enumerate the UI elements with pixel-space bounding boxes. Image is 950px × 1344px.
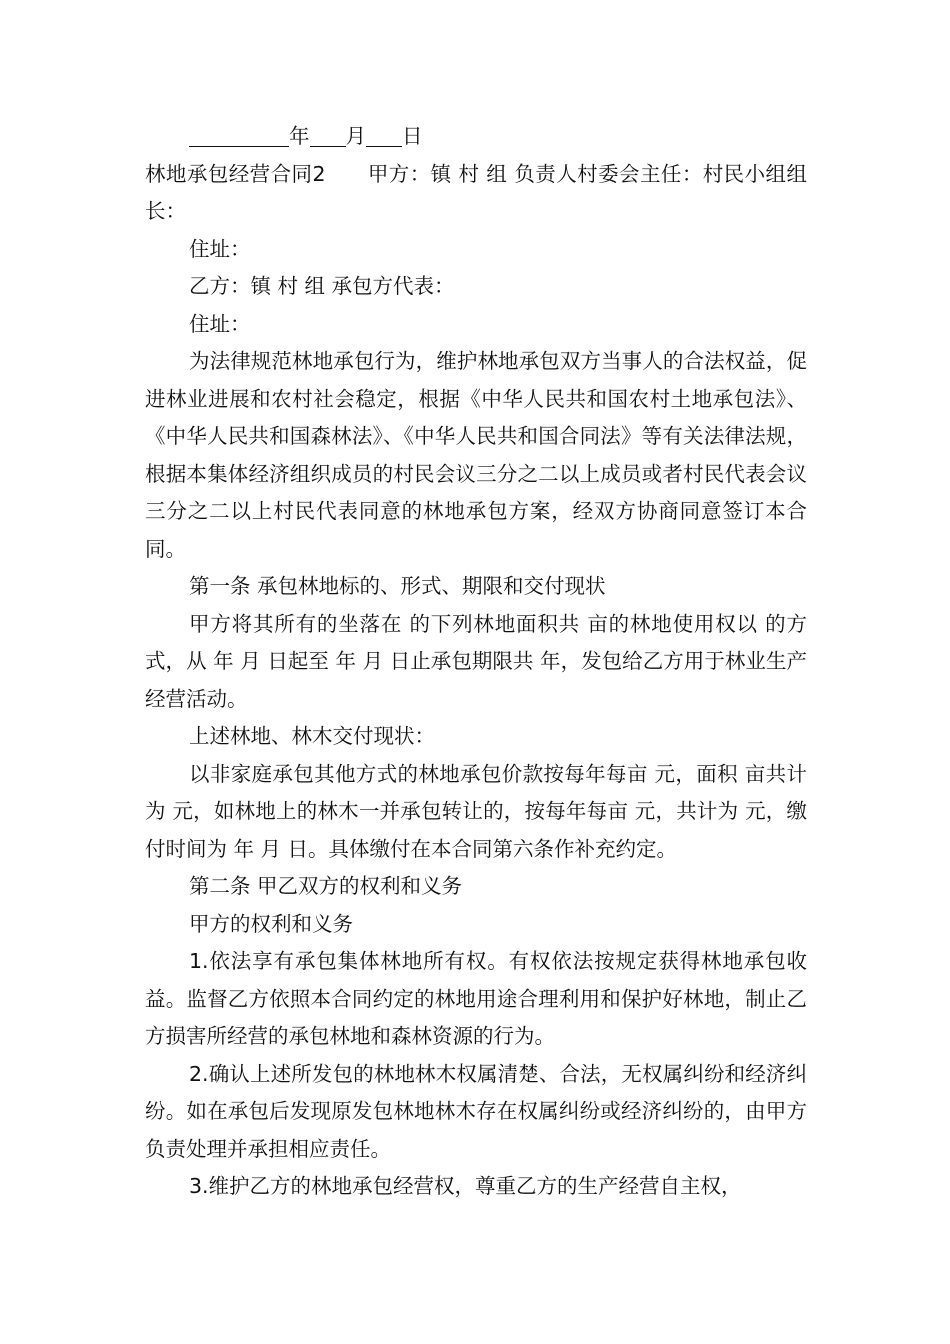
clause-1: 1.依法享有承包集体林地所有权。有权依法按规定获得林地承包收益。监督乙方依照本合同约定的林地用途合理利用和保护好林地，制止乙方损害所经营的承包林地和森林资源的行为。 <box>145 949 807 1048</box>
day-blank <box>366 122 402 147</box>
month-label: 月 <box>345 124 366 148</box>
party-a-address: 住址： <box>189 236 251 261</box>
party-b: 乙方：镇 村 组 承包方代表： <box>189 274 455 298</box>
year-label: 年 <box>289 124 310 148</box>
clause-2: 2.确认上述所发包的林地林木权属清楚、合法，无权属纠纷和经济纠纷。如在承包后发现原发包林地林木存在权属纠纷或经济纠纷的，由甲方负责处理并承担相应责任。 <box>145 1061 807 1161</box>
year-blank <box>189 122 289 147</box>
day-label: 日 <box>402 124 423 148</box>
date-line <box>145 118 807 156</box>
month-blank <box>310 122 346 147</box>
contract-heading: 林地承包经营合同2 甲方：镇 村 组 负责人村委会主任：村民小组组长： <box>145 161 807 223</box>
party-b-address: 住址： <box>189 311 251 336</box>
document-body <box>145 118 807 1206</box>
preamble-paragraph: 为法律规范林地承包行为，维护林地承包双方当事人的合法权益，促进林业进展和农村社会稳定，根据《中华人民共和国农村土地承包法》、《中华人民共和国森林法》、《中华人民共和国合同法》等有关法律法规，根据本集体经济组织成员的村民会议三分之二以上成员或者村民代表会议三分之二以上村民代表同意的林地承包方案，经双方协商同意签订本合同。 <box>145 349 807 561</box>
clause-3: 3.维护乙方的林地承包经营权，尊重乙方的生产经营自主权， <box>189 1174 742 1198</box>
payment-paragraph: 以非家庭承包其他方式的林地承包价款按每年每亩 元，面积 亩共计为 元，如林地上的林木一并承包转让的，按每年每亩 元，共计为 元，缴付时间为 年 月 日。具体缴付在本合同第六条作补充约定。 <box>145 761 807 861</box>
party-a-rights-title: 甲方的权利和义务 <box>189 911 353 936</box>
article-2-title: 第二条 甲乙双方的权利和义务 <box>189 874 463 898</box>
article-1-paragraph: 甲方将其所有的坐落在 的下列林地面积共 亩的林地使用权以 的方式，从 年 月 日起至 年 月 日止承包期限共 年，发包给乙方用于林业生产经营活动。 <box>145 611 807 711</box>
delivery-status: 上述林地、林木交付现状： <box>189 724 435 748</box>
article-1-title: 第一条 承包林地标的、形式、期限和交付现状 <box>189 574 606 598</box>
